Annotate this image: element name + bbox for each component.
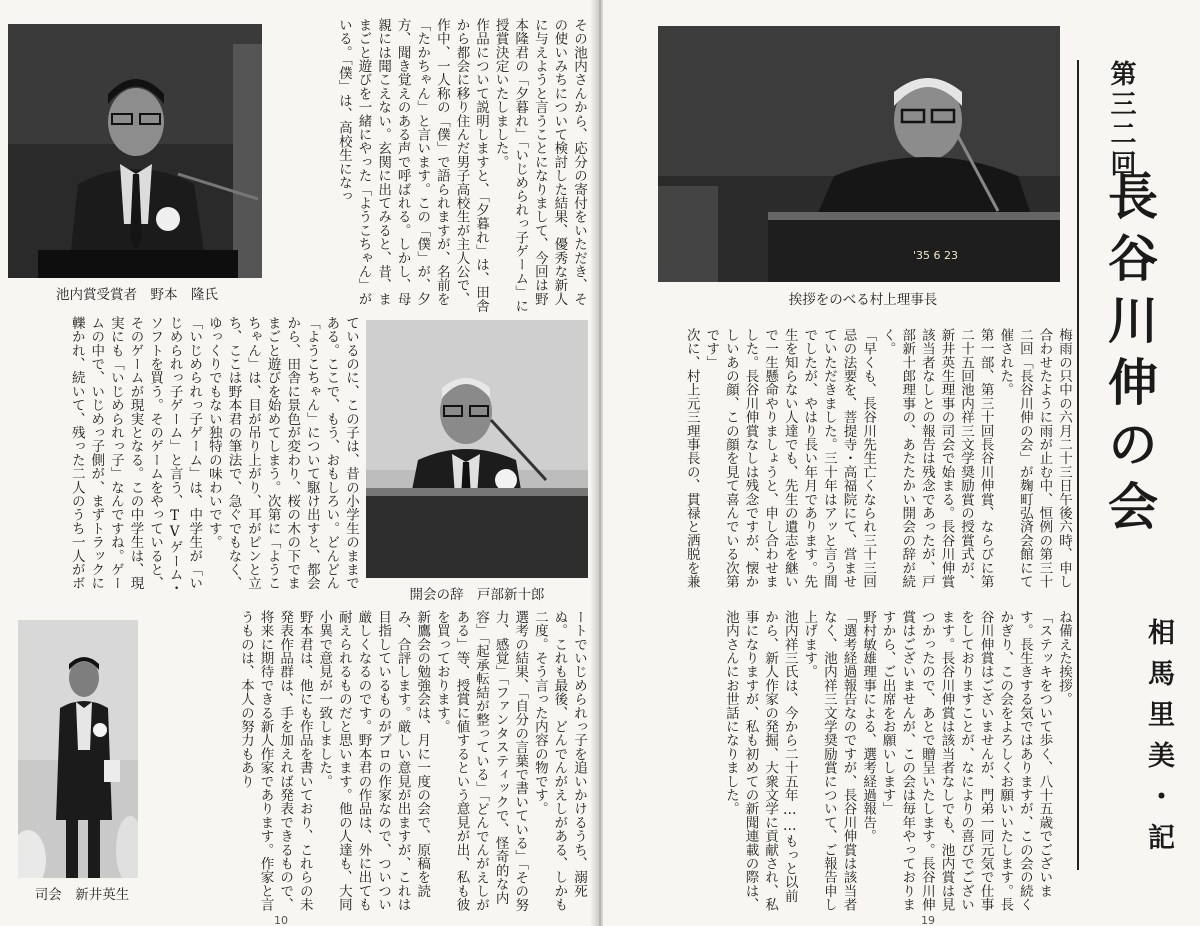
text-right-upper: 梅雨の只中の六月二十三日午後六時、申し合わせたように雨が止む中、恒例の第三十二回「長谷川伸の会」が麹町弘済会館にて催された。 第一部、第三十回長谷川伸賞、ならびに第二十五回池内祥三文学奨励賞の授賞式が、新井英生理事の司会で始まる。長谷川伸賞該当者なしとの報告は残念であったが、戸部新十郎理事の、あたたかい開会の辞が続く。 「早くも、長谷川先生亡くなられ三十三回忌の法要を、菩提寺・高福院にて、営ませていただきました。三十年はアッと言う間でしたが、やはり長い年月であります。先生を知らない人達でも、先生の遺志を継いで一生懸命やりましょうと、申し合わせました。長谷川伸賞なしは残念ですが、懐かしいあの顔、この顔を見て喜んでいる次第です」 次に、村上元三理事長の、貫禄と洒脱を兼 — [683, 328, 1072, 589]
page-number-left: 10 — [274, 914, 288, 926]
caption-ikeuchi-winner: 池内賞受賞者 野本 隆氏 — [56, 287, 218, 303]
photo-nomoto-image — [8, 24, 262, 278]
photo-tobe — [366, 320, 588, 578]
right-page — [603, 0, 1200, 926]
text-left-top: その池内さんから、応分の寄付をいただき、その使いみちについて検討した結果、優秀な新人に与えようと言うことになりまして、今回は野本隆君の「夕暮れ」「いじめられっ子ゲーム」に授賞決定いたしました。 作品について説明しますと、「夕暮れ」は、田舎から都会に移り住んだ男子高校生が主人公で、作中、一人称の「僕」で語られますが、名前を「たかちゃん」と言います。この「僕」が、夕方、聞き覚えのある声で呼ばれる。しかし、母親には聞こえない。玄関に出てみると、昔、ままごと遊びを一緒にやった「ようこちゃん」がいる。「僕」は、高校生になっ — [335, 18, 587, 313]
photo-murakami — [658, 26, 1060, 282]
photo-arai — [18, 620, 138, 878]
caption-murakami: 挨拶をのべる村上理事長 — [788, 292, 938, 308]
page-number-right: 19 — [921, 914, 935, 926]
text-right-lower: ね備えた挨拶。 「ステッキをついて歩く、八十五歳でございます。長生きする気ではありますが、この会の続くかぎり、この会をよろしくお願いいたします。長谷川伸賞はございませんが、門弟一同元気で仕事をしておりますことが、なによりの喜びでございます。長谷川伸賞は該当者なしでも、池内賞は見つかったので、あとで贈呈いたします。長谷川伸賞はございませんが、この会は毎年やっておりますから、ご出席をお願いします」 野村敏雄理事による、選考経過報告。 「選考経過報告なのですが、長谷川伸賞は該当者なく、池内祥三文学奨励賞について、ご報告申し上げます。 池内祥三氏は、今から二十五年……もっと以前から、新人作家の発掘、大衆文学に貢献され、私事になりますが、私も初めての新聞連載の際は、池内さんにお世話になりました。 — [722, 610, 1072, 912]
photo-date-stamp: '35 6 23 — [913, 249, 959, 262]
photo-murakami-image — [658, 26, 1060, 282]
text-left-middle: ているのに、この子は、昔の小学生のままである。ここで、もう、おもしろい。どんどん「ようこちゃん」について駆け出すと、都会から、田舎に景色が変わり、桜の木の下でままごと遊びを始めてしまう。次第に「ようこちゃん」は、目が吊り上がり、耳がピンと立ち、ここは野本君の筆法で、急ぐでもなく、ゆっくりでもない独特の味わいです。 「いじめられっ子ゲーム」は、中学生が「いじめられっ子ゲーム」と言う、TVゲーム・ソフトを買う。そのゲームをやっていると、そのゲームが現実となる。この中学生は、現実にも「いじめられっ子」なんですね。ゲームの中で、いじめっ子側が、まずトラックに轢かれ、続いて、残った二人のうち一人がボ — [68, 316, 359, 595]
article-series: 第三二回 — [1106, 60, 1136, 180]
caption-tobe: 開会の辞 戸部新十郎 — [409, 587, 545, 603]
caption-arai: 司会 新井英生 — [34, 887, 130, 903]
left-page — [0, 0, 597, 926]
photo-nomoto — [8, 24, 262, 278]
photo-tobe-image — [366, 320, 588, 578]
text-left-bottom: ートでいじめられっ子を追いかけるうち、溺死ぬ。これも最後、どんでんがえしがある、しかも二度。そう言った内容の物です。 選考の結果、「自分の言葉で書いている」「その努力、感覚」「ファンタスティックで、怪奇的な内容」「起承転結が整っている」「どんでんがえしがある」等、授賞に値するという意見が出、私も彼を買っております。 新鷹会の勉強会は、月に一度の会で、原稿を読み、合評します。厳しい意見が出ますが、これは目指しているものがプロの作家なので、ついつい厳しくなるのです。野本君の作品は、外に出ても耐えられるものだと思います。他の人達も、大同小異で意見が一致しました。 野本君は、他にも作品を書いており、これらの未発表作品群は、手を加えれば発表できるもので、将来に期待できる新人作家であります。作家と言うものは、本人の努力もあり — [237, 610, 587, 912]
article-author: 相馬里美・記 — [1143, 618, 1174, 864]
title-bracket — [1077, 60, 1091, 870]
article-title: 長谷川伸の会 — [1100, 170, 1159, 542]
photo-arai-image — [18, 620, 138, 878]
